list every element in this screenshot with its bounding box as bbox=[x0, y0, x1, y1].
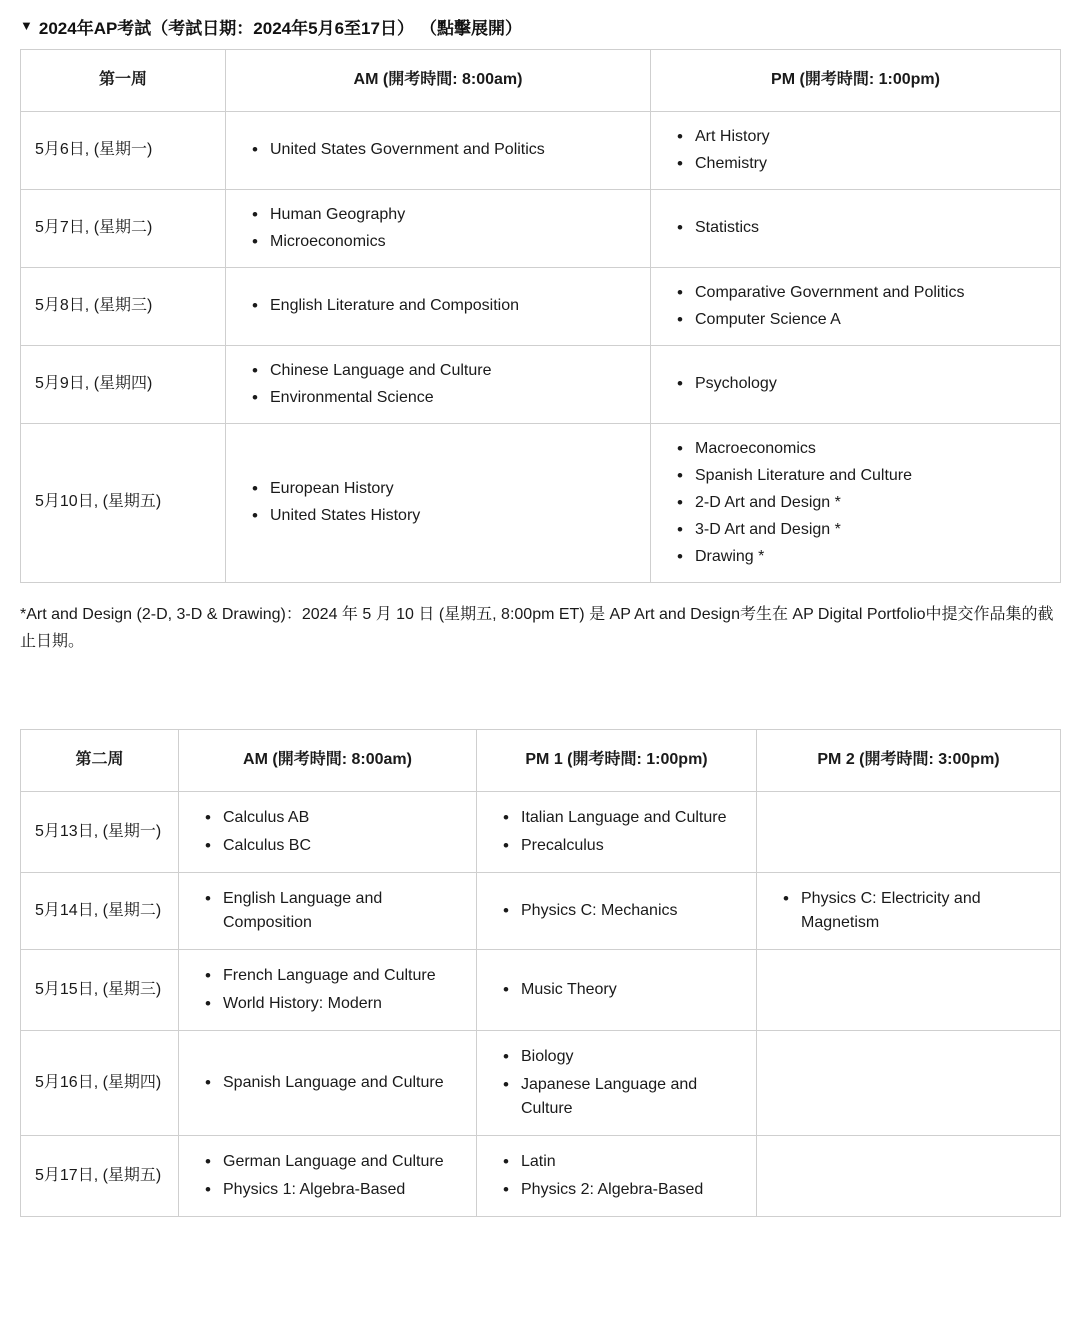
subject-list bbox=[491, 806, 742, 858]
list-item: • Human Geography bbox=[258, 203, 636, 227]
list-item: • Macroeconomics bbox=[683, 437, 1046, 461]
week2-day: 5月14日, (星期二) bbox=[21, 872, 179, 949]
list-item: • Italian Language and Culture bbox=[509, 806, 742, 830]
list-item: • Biology bbox=[509, 1045, 742, 1069]
table-row bbox=[21, 1135, 1061, 1216]
list-item: • Computer Science A bbox=[683, 308, 1046, 332]
week1-pm-cell bbox=[651, 267, 1061, 345]
list-item: • Physics C: Electricity and Magnetism bbox=[789, 887, 1046, 935]
subject-list bbox=[491, 1045, 742, 1121]
list-item: • Physics 1: Algebra-Based bbox=[211, 1178, 462, 1202]
week2-header-pm2: PM 2 (開考時間: 3:00pm) bbox=[757, 730, 1061, 792]
table-header-row bbox=[21, 730, 1061, 792]
table-row bbox=[21, 111, 1061, 189]
week2-pm2-cell bbox=[757, 1030, 1061, 1135]
week1-header-day: 第一周 bbox=[21, 50, 226, 112]
list-item: • 3-D Art and Design * bbox=[683, 518, 1046, 542]
list-item: • Precalculus bbox=[509, 834, 742, 858]
week2-pm2-cell bbox=[757, 1135, 1061, 1216]
week2-am-cell bbox=[179, 949, 477, 1030]
footnote: *Art and Design (2-D, 3-D & Drawing)：2024 年 5 月 10 日 (星期五, 8:00pm ET) 是 AP Art and Design考生在 AP Digital Portfolio中提交作品集的截止日期。 bbox=[20, 605, 1054, 650]
table-row bbox=[21, 345, 1061, 423]
table-row bbox=[21, 189, 1061, 267]
week2-pm1-cell bbox=[477, 791, 757, 872]
list-item: • Art History bbox=[683, 125, 1046, 149]
list-item: • Latin bbox=[509, 1150, 742, 1174]
table-row bbox=[21, 791, 1061, 872]
list-item: • Chinese Language and Culture bbox=[258, 359, 636, 383]
subject-list bbox=[193, 887, 462, 935]
subject-list bbox=[240, 359, 636, 410]
subject-list bbox=[193, 1071, 462, 1095]
week1-pm-cell bbox=[651, 189, 1061, 267]
week2-pm1-cell bbox=[477, 1135, 757, 1216]
week2-day: 5月17日, (星期五) bbox=[21, 1135, 179, 1216]
week1-day: 5月7日, (星期二) bbox=[21, 189, 226, 267]
chevron-down-icon: ▼ bbox=[20, 18, 33, 33]
subject-list bbox=[665, 372, 1046, 396]
subject-list bbox=[193, 964, 462, 1016]
list-item: • English Language and Composition bbox=[211, 887, 462, 935]
table-row bbox=[21, 267, 1061, 345]
week2-am-cell bbox=[179, 791, 477, 872]
subject-list bbox=[491, 978, 742, 1002]
subject-list bbox=[665, 216, 1046, 240]
subject-list bbox=[491, 899, 742, 923]
table-row bbox=[21, 1030, 1061, 1135]
list-item: • German Language and Culture bbox=[211, 1150, 462, 1174]
list-item: • Music Theory bbox=[509, 978, 742, 1002]
list-item: • Chemistry bbox=[683, 152, 1046, 176]
page-title: 2024年AP考試（考試日期：2024年5月6至17日） bbox=[38, 19, 414, 38]
week1-day: 5月9日, (星期四) bbox=[21, 345, 226, 423]
week2-table bbox=[20, 729, 1061, 1217]
week2-am-cell bbox=[179, 1135, 477, 1216]
list-item: • World History: Modern bbox=[211, 992, 462, 1016]
list-item: • Spanish Literature and Culture bbox=[683, 464, 1046, 488]
table-row bbox=[21, 423, 1061, 582]
list-item: • United States Government and Politics bbox=[258, 138, 636, 162]
list-item: • Physics 2: Algebra-Based bbox=[509, 1178, 742, 1202]
subject-list bbox=[193, 1150, 462, 1202]
subject-list bbox=[665, 281, 1046, 332]
week2-day: 5月15日, (星期三) bbox=[21, 949, 179, 1030]
subject-list bbox=[240, 294, 636, 318]
week1-am-cell bbox=[226, 423, 651, 582]
accordion-toggle[interactable] bbox=[20, 10, 1060, 49]
list-item: • Calculus BC bbox=[211, 834, 462, 858]
list-item: • Japanese Language and Culture bbox=[509, 1073, 742, 1121]
list-item: • Microeconomics bbox=[258, 230, 636, 254]
list-item: • Environmental Science bbox=[258, 386, 636, 410]
list-item: • Spanish Language and Culture bbox=[211, 1071, 462, 1095]
week2-pm2-cell bbox=[757, 791, 1061, 872]
list-item: • 2-D Art and Design * bbox=[683, 491, 1046, 515]
week1-day: 5月8日, (星期三) bbox=[21, 267, 226, 345]
list-item: • French Language and Culture bbox=[211, 964, 462, 988]
list-item: • United States History bbox=[258, 504, 636, 528]
week2-header-pm1: PM 1 (開考時間: 1:00pm) bbox=[477, 730, 757, 792]
week1-am-cell bbox=[226, 189, 651, 267]
week1-table bbox=[20, 49, 1061, 583]
week1-header-am: AM (開考時間: 8:00am) bbox=[226, 50, 651, 112]
week1-pm-cell bbox=[651, 423, 1061, 582]
week1-day: 5月6日, (星期一) bbox=[21, 111, 226, 189]
list-item: • English Literature and Composition bbox=[258, 294, 636, 318]
week2-pm1-cell bbox=[477, 1030, 757, 1135]
subject-list bbox=[193, 806, 462, 858]
week2-am-cell bbox=[179, 872, 477, 949]
list-item: • Statistics bbox=[683, 216, 1046, 240]
subject-list bbox=[240, 477, 636, 528]
subject-list bbox=[771, 887, 1046, 935]
week2-am-cell bbox=[179, 1030, 477, 1135]
week1-am-cell bbox=[226, 345, 651, 423]
week2-pm2-cell bbox=[757, 949, 1061, 1030]
subject-list bbox=[665, 437, 1046, 569]
week2-header-day: 第二周 bbox=[21, 730, 179, 792]
subject-list bbox=[665, 125, 1046, 176]
table-row bbox=[21, 872, 1061, 949]
table-row bbox=[21, 949, 1061, 1030]
week1-am-cell bbox=[226, 267, 651, 345]
week1-am-cell bbox=[226, 111, 651, 189]
week2-header-am: AM (開考時間: 8:00am) bbox=[179, 730, 477, 792]
subject-list bbox=[240, 203, 636, 254]
accordion-hint: （點擊展開） bbox=[419, 19, 522, 38]
week1-pm-cell bbox=[651, 345, 1061, 423]
list-item: • European History bbox=[258, 477, 636, 501]
week1-day: 5月10日, (星期五) bbox=[21, 423, 226, 582]
week1-pm-cell bbox=[651, 111, 1061, 189]
table-header-row bbox=[21, 50, 1061, 112]
week2-day: 5月13日, (星期一) bbox=[21, 791, 179, 872]
list-item: • Comparative Government and Politics bbox=[683, 281, 1046, 305]
week2-pm1-cell bbox=[477, 872, 757, 949]
spacer bbox=[20, 655, 1060, 729]
week2-pm2-cell bbox=[757, 872, 1061, 949]
subject-list bbox=[240, 138, 636, 162]
subject-list bbox=[491, 1150, 742, 1202]
list-item: • Physics C: Mechanics bbox=[509, 899, 742, 923]
list-item: • Drawing * bbox=[683, 545, 1046, 569]
list-item: • Psychology bbox=[683, 372, 1046, 396]
list-item: • Calculus AB bbox=[211, 806, 462, 830]
week1-header-pm: PM (開考時間: 1:00pm) bbox=[651, 50, 1061, 112]
week2-pm1-cell bbox=[477, 949, 757, 1030]
week2-day: 5月16日, (星期四) bbox=[21, 1030, 179, 1135]
